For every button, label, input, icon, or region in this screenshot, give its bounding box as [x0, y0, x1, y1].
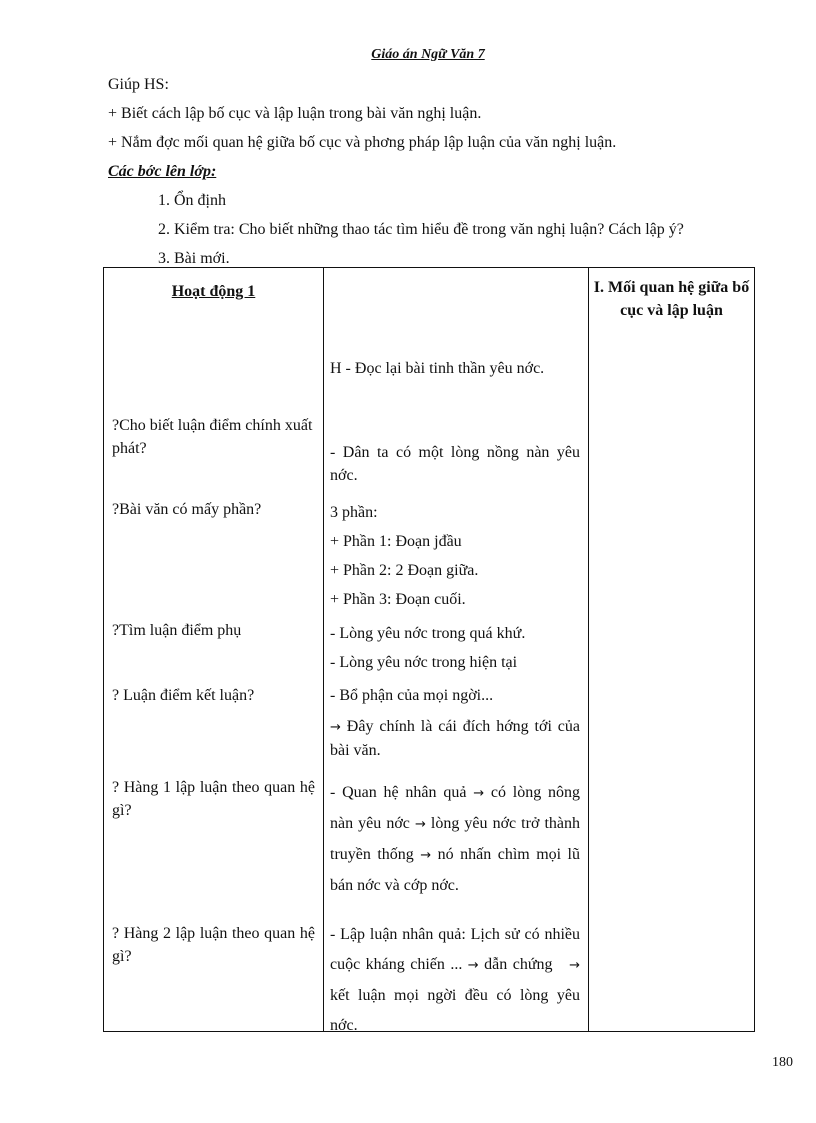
answer-7 [330, 920, 580, 1041]
answer-1: H - Đọc lại bài tinh thần yêu nớc. [330, 360, 545, 377]
answer-6 [330, 778, 580, 901]
questions-column [104, 268, 324, 1032]
question-2: ?Bài văn có mấy phần? [112, 501, 262, 518]
arrow-right-icon: → [473, 786, 485, 801]
step-1: 1. Ổn định [158, 192, 226, 209]
answer-6-part-4: nó nhấn chìm mọi lũ bán nớc và cớp nớc. [330, 846, 581, 894]
answer-3 [330, 498, 580, 614]
page-header-title: Giáo án Ngữ Văn 7 [371, 47, 485, 62]
answer-3-line-2: + Phần 1: Đoạn jđầu [330, 533, 462, 550]
answer-3-line-3: + Phần 2: 2 Đoạn giữa. [330, 562, 479, 579]
answer-5-line-2 [330, 715, 580, 762]
arrow-right-icon: → [557, 958, 581, 973]
question-5: ? Hàng 1 lập luận theo quan hệ gì? [112, 779, 315, 819]
answer-6-part-3: lòng yêu nớc trở thành truyền thống [330, 815, 581, 863]
answer-6-part-2: có lòng nông nàn yêu nớc [330, 784, 580, 832]
goal-label: Giúp HS: [108, 76, 169, 93]
arrow-right-icon: → [414, 817, 426, 832]
steps-heading: Các bớc lên lớp: [108, 163, 217, 180]
answer-4-line-2: - Lòng yêu nớc trong hiện tại [330, 654, 518, 671]
answer-4 [330, 619, 580, 677]
answer-4-line-1: - Lòng yêu nớc trong quá khứ. [330, 625, 526, 642]
lesson-intro [108, 70, 684, 273]
step-3: 3. Bài mới. [158, 250, 230, 267]
answer-5-line-1: - Bổ phận của mọi ngời... [330, 687, 494, 704]
answer-5-text: Đây chính là cái đích hớng tới của bài văn. [330, 718, 580, 759]
arrow-right-icon: → [467, 958, 479, 973]
answer-3-line-4: + Phần 3: Đoạn cuối. [330, 591, 466, 608]
goal-2: + Nắm đợc mối quan hệ giữa bố cục và phơng pháp lập luận của văn nghị luận. [108, 134, 617, 151]
section-column [589, 268, 755, 1032]
answer-7-part-3: kết luận mọi ngời đều có lòng yêu nớc. [330, 987, 580, 1034]
question-3: ?Tìm luận điểm phụ [112, 622, 242, 639]
answer-7-part-2: dẫn chứng [484, 956, 553, 973]
page-number: 180 [772, 1055, 793, 1070]
goal-1: + Biết cách lập bố cục và lập luận trong bài văn nghị luận. [108, 105, 482, 122]
answer-3-line-1: 3 phần: [330, 504, 378, 521]
question-1: ?Cho biết luận điểm chính xuất phát? [112, 417, 313, 457]
arrow-right-icon: → [330, 720, 341, 735]
step-2: 2. Kiểm tra: Cho biết những thao tác tìm hiểu đề trong văn nghị luận? Cách lập ý? [158, 221, 684, 238]
activity-title: Hoạt động 1 [171, 283, 256, 300]
question-6: ? Hàng 2 lập luận theo quan hệ gì? [112, 925, 315, 965]
answer-7-part-1: - Lập luận nhân quả: Lịch sử có nhiều cuộc kháng chiến ... [330, 926, 580, 973]
answers-column [324, 268, 589, 1032]
answer-6-part-1: - Quan hệ nhân quả [330, 784, 467, 801]
question-4: ? Luận điểm kết luận? [112, 687, 255, 704]
arrow-right-icon: → [420, 848, 432, 863]
lesson-table [103, 267, 755, 1032]
answer-2: - Dân ta có một lòng nồng nàn yêu nớc. [330, 444, 580, 484]
section-title: I. Mối quan hệ giữa bố cục và lập luận [593, 279, 750, 319]
